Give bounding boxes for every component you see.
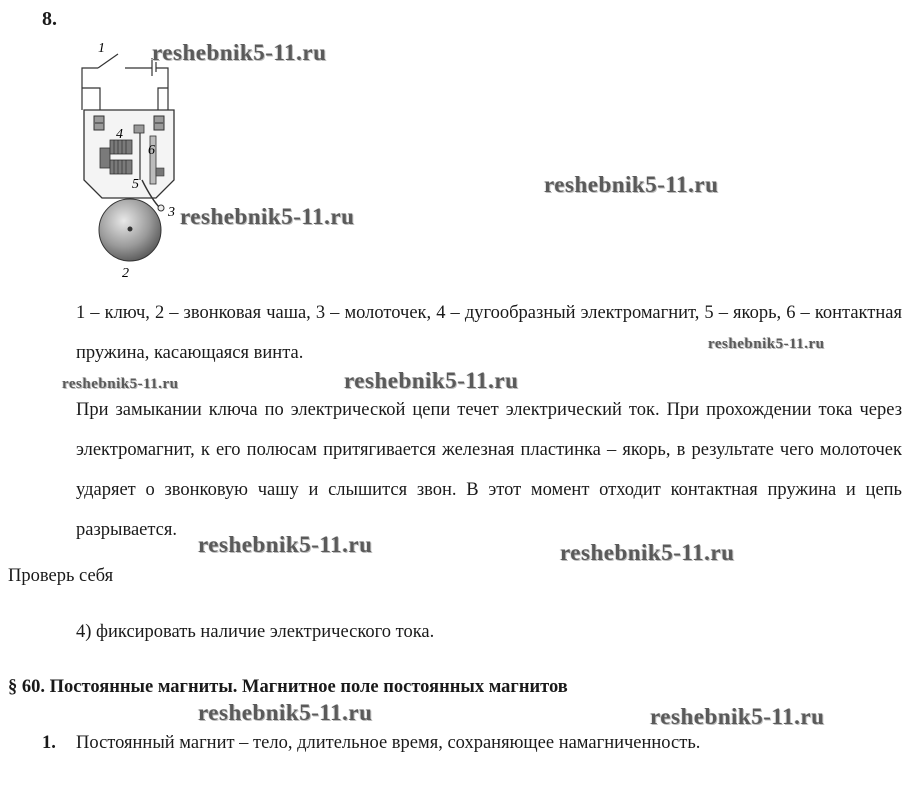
section-title: § 60. Постоянные магниты. Магнитное поле постоянных магнитов xyxy=(8,677,568,697)
watermark: reshebnik5-11.ru xyxy=(152,40,327,65)
label-4: 4 xyxy=(116,127,123,142)
label-6: 6 xyxy=(148,143,155,158)
diagram-legend: 1 – ключ, 2 – звонковая чаша, 3 – молоточек, 4 – дугообразный электромагнит, 5 – якорь, 6 – контактная пружина, касающаяся винта. xyxy=(76,303,902,363)
label-3: 3 xyxy=(168,205,175,220)
item-number: 1. xyxy=(42,733,56,753)
watermark: reshebnik5-11.ru xyxy=(544,172,719,197)
watermark: reshebnik5-11.ru xyxy=(62,376,179,392)
item-text: Постоянный магнит – тело, длительное время, сохраняющее намагниченность. xyxy=(76,733,701,753)
label-5: 5 xyxy=(132,177,139,192)
explanation-paragraph: При замыкании ключа по электрической цепи течет электрический ток. При прохождении тока через электромагнит, к его полюсам притягивается железная пластинка – якорь, в результате чего молоточек ударяет о звонковую чашу и слышится звон. В этот момент отходит контактная пружина и цепь разрывается. xyxy=(76,400,902,540)
electric-bell-diagram xyxy=(70,30,200,290)
watermark: reshebnik5-11.ru xyxy=(708,336,825,352)
watermark: reshebnik5-11.ru xyxy=(198,532,373,557)
check-yourself-label: Проверь себя xyxy=(8,566,114,586)
watermark: reshebnik5-11.ru xyxy=(198,700,373,725)
label-2: 2 xyxy=(122,266,129,281)
problem-number: 8. xyxy=(42,8,57,30)
switch-key xyxy=(98,54,118,68)
watermark: reshebnik5-11.ru xyxy=(344,368,519,393)
watermark: reshebnik5-11.ru xyxy=(180,204,355,229)
watermark: reshebnik5-11.ru xyxy=(560,540,735,565)
label-1: 1 xyxy=(98,41,105,56)
watermark: reshebnik5-11.ru xyxy=(650,704,825,729)
answer-text: 4) фиксировать наличие электрического тока. xyxy=(76,622,435,642)
